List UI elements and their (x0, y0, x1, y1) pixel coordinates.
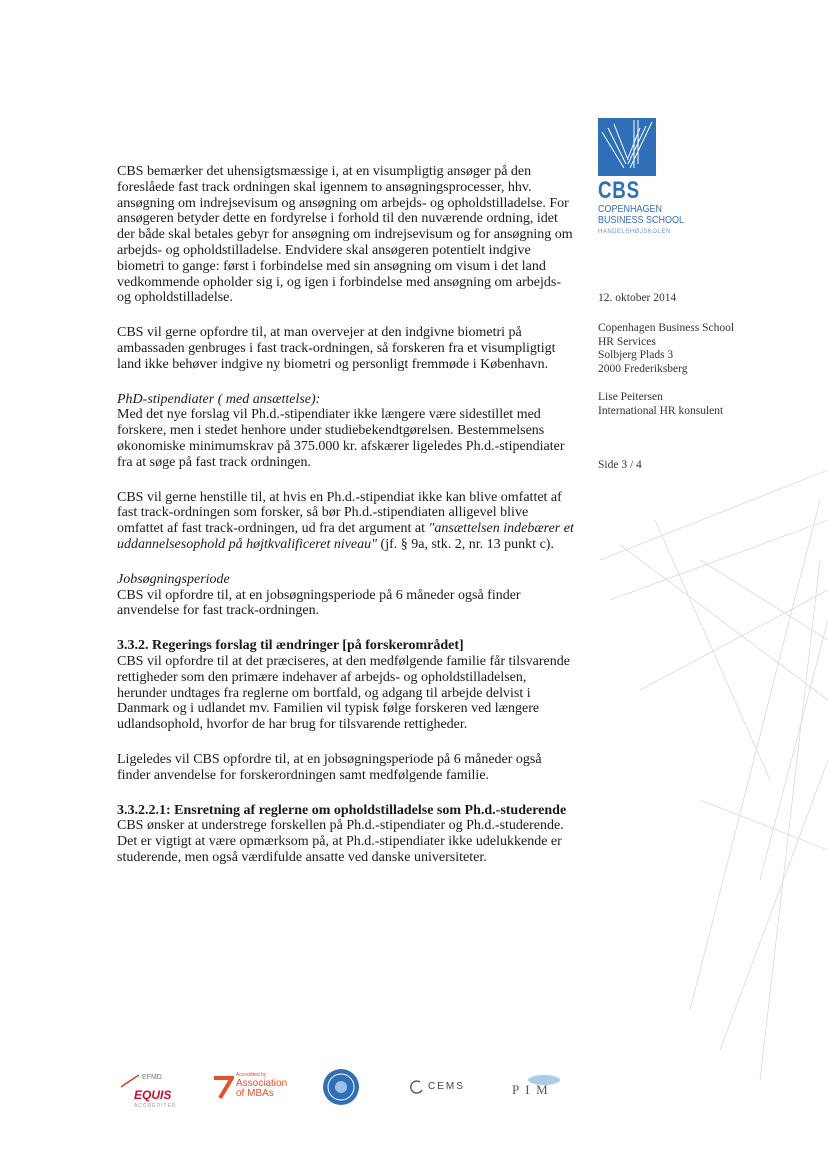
address-line: Solbjerg Plads 3 (598, 349, 674, 361)
paragraph-text: CBS vil gerne henstille til, at hvis en Ph.d.-stipendiat ikke kan blive omfattet af fast track-ordningen som forsker, så bør Ph.d.-stipendiaten alligevel blive omfattet af fast track-ordningen, ud fra det argument at (117, 489, 562, 537)
section-text: CBS vil opfordre til at det præciseres, at den medfølgende familie får tilsvarende rettigheder som den primære indehaver af arbejds- og opholdstilladelsen, herunder undtages fra reglerne om bortfald, og adgang til arbejde delvist i Danmark og i udlandet mv. Familien vil typisk følge forskeren ved længere udlandsophold, hvorfor de har brug for tilsvarende rettigheder. (117, 653, 570, 733)
quoted-text: "ansættelsen indebærer et uddannelsesophold på højtkvalificeret niveau" (117, 521, 574, 552)
address-line: 2000 Frederiksberg (598, 362, 688, 375)
section-text: CBS vil opfordre til, at en jobsøgningsperiode på 6 måneder også finder anvendelse for fast track-ordningen. (117, 587, 521, 619)
equis-label: EQUIS (134, 1088, 172, 1102)
efmd-label: EFMD (142, 1074, 162, 1081)
logo-line-2: BUSINESS SCHOOL (598, 215, 685, 226)
address-line: HR Services (598, 335, 656, 348)
section-heading: Jobsøgningsperiode (117, 571, 230, 587)
equis-sub: ACCREDITED (134, 1103, 177, 1109)
amba-line-1: Association (236, 1078, 288, 1089)
logo-line-3: HANDELSHØJSKOLEN (598, 229, 671, 235)
section-3-3-2-2-1 (117, 803, 577, 866)
letter-body (117, 164, 577, 885)
address-line: Copenhagen Business School (598, 322, 735, 334)
paragraph: Ligeledes vil CBS opfordre til, at en jobsøgningsperiode på 6 måneder også finder anvendelse for forskerordningen samt medfølgende familie. (117, 751, 542, 783)
paragraph: CBS vil gerne opfordre til, at man overvejer at den indgivne biometri på ambassaden genbruges i fast track-ordningen, så forskeren fra et visumpligtigt land ikke behøver indgive ny biometri og personligt fremmøde i København. (117, 325, 556, 372)
paragraph: CBS bemærker det uhensigtsmæssige i, at en visumpligtig ansøger på den foreslåede fast track ordningen skal igennem to ansøgningsprocesser, hhv. ansøgning om indrejsevisum og ansøgning om arbejds- og opholdstilladelse. For ansøgeren betyder dette en fordyrelse i forhold til den nuværende ordning, idet der både skal betales gebyr for ansøgning om indrejsevisum og for ansøgning om arbejds- og opholdstilladelse. Endvidere skal ansøgeren potentielt indgive biometri to gange: først i forbindelse med sin ansøgning om visum i det land vedkommende opholder sig i, og igen i forbindelse med ansøgning om arbejds- og opholdstilladelse. (117, 164, 573, 306)
paragraph (117, 490, 577, 553)
paragraph-text: (jf. § 9a, stk. 2, nr. 13 punkt c). (380, 536, 554, 552)
amba-mark-icon (212, 1074, 234, 1100)
cems-swirl-icon (408, 1080, 426, 1094)
aacsb-seal-icon (322, 1068, 360, 1111)
amba-small: Accredited by (236, 1072, 267, 1078)
section-heading: PhD-stipendiater ( med ansættelse): (117, 391, 321, 407)
cbs-logo (598, 118, 688, 237)
sender-address (598, 322, 734, 376)
amba-line-2: of MBAs (236, 1088, 274, 1099)
logo-line-1: COPENHAGEN (598, 204, 663, 215)
section-3-3-2 (117, 638, 577, 733)
equis-swoosh-icon (120, 1074, 140, 1088)
section-heading: 3.3.2.2.1: Ensretning af reglerne om opholdstilladelse som Ph.d.-studerende (117, 802, 567, 818)
contact-name: Lise Peitersen (598, 391, 663, 403)
accreditation-footer (0, 1068, 828, 1118)
logo-wordmark: CBS (598, 177, 640, 204)
section-text: CBS ønsker at understrege forskellen på Ph.d.-stipendiater og Ph.d.-studerende. Det er vigtigt at være opmærksom på, at Ph.d.-stipendiater ikke udelukkende er studerende, men også værdifulde ansatte ved danske universiteter. (117, 818, 564, 865)
contact-title: International HR konsulent (598, 404, 724, 417)
section-text: Med det nye forslag vil Ph.d.-stipendiater ikke længere være sidestillet med forskere, men i stedet henhore under studiebekendtgørelsen. Bestemmelsens økonomiske minimumskrav på 375.000 kr. afskærer ligeledes Ph.d.-stipendiater fra at søge på fast track ordningen. (117, 407, 565, 470)
page-number: Side 3 / 4 (598, 459, 642, 471)
cems-label: CEMS (428, 1081, 465, 1092)
section-jobsearch (117, 572, 577, 619)
sender-contact (598, 391, 723, 418)
letter-date: 12. oktober 2014 (598, 292, 677, 304)
cbs-emblem-icon (598, 118, 656, 176)
section-phd (117, 392, 577, 471)
section-heading: 3.3.2. Regerings forslag til ændringer [på forskerområdet] (117, 638, 464, 654)
pim-label: P I M (512, 1082, 548, 1097)
